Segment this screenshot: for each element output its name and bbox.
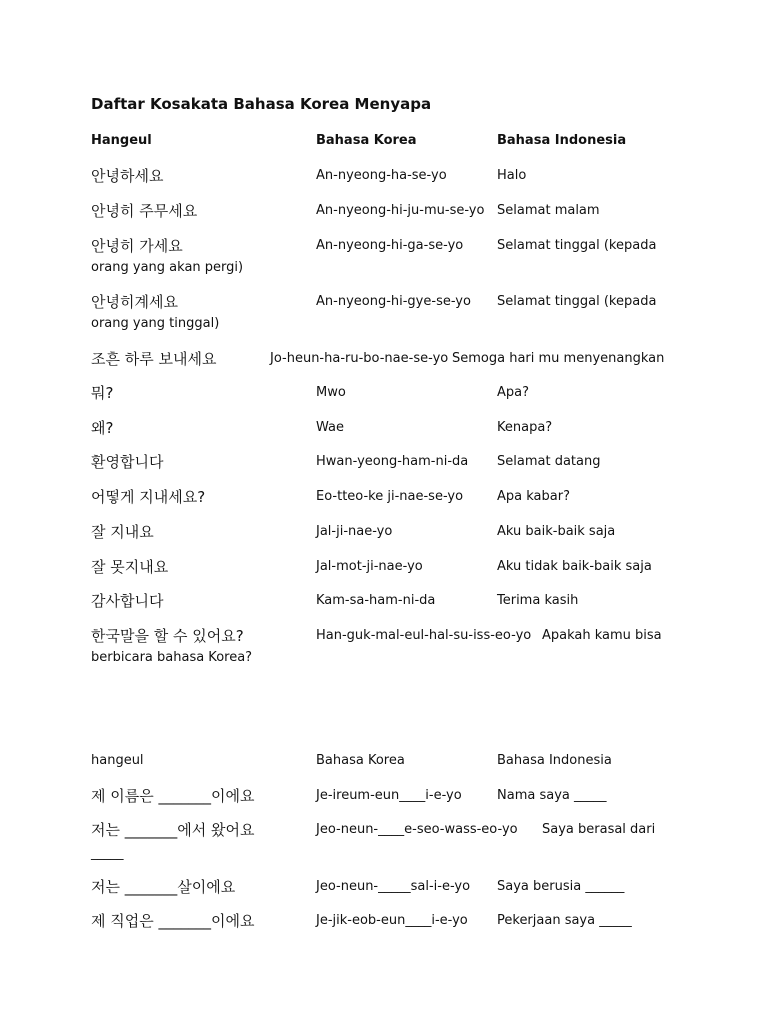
hangeul-cell: 한국말을 할 수 있어요?: [91, 627, 244, 645]
hangeul-cell: 환영합니다: [91, 453, 164, 471]
indonesian-cell: Saya berusia ______: [497, 879, 625, 894]
indonesian-cell: Apa?: [497, 385, 530, 400]
indonesian-cell: Apakah kamu bisa: [542, 628, 662, 643]
indonesian-cell: Selamat malam: [497, 203, 600, 218]
hangeul-cell: 안녕하세요: [91, 167, 164, 185]
romanization-cell: Eo-tteo-ke ji-nae-se-yo: [316, 489, 464, 504]
column-header-bahasa-korea: Bahasa Korea: [316, 133, 417, 148]
indonesian-cell: Semoga hari mu menyenangkan: [452, 351, 665, 366]
column-header-hangeul: Hangeul: [91, 133, 152, 148]
indonesian-continuation: orang yang akan pergi): [91, 260, 244, 275]
hangeul-cell: 잘 못지내요: [91, 558, 169, 576]
romanization-cell: An-nyeong-ha-se-yo: [316, 168, 447, 183]
indonesian-cell: Selamat tinggal (kepada: [497, 294, 657, 309]
hangeul-cell: 저는 _______살이에요: [91, 878, 236, 896]
indonesian-cell: Selamat tinggal (kepada: [497, 238, 657, 253]
romanization-cell: Jeo-neun-____e-seo-wass-eo-yo: [316, 822, 518, 837]
romanization-cell: Wae: [316, 420, 344, 435]
indonesian-cell: Aku baik-baik saja: [497, 524, 616, 539]
indonesian-cell: Selamat datang: [497, 454, 601, 469]
column-header-bahasa-korea: Bahasa Korea: [316, 753, 405, 768]
page-title: Daftar Kosakata Bahasa Korea Menyapa: [91, 95, 432, 113]
hangeul-cell: 잘 지내요: [91, 523, 154, 541]
indonesian-cell: Halo: [497, 168, 527, 183]
hangeul-cell: 안녕히계세요: [91, 293, 178, 311]
hangeul-cell: 저는 _______에서 왔어요: [91, 821, 255, 839]
romanization-cell: An-nyeong-hi-gye-se-yo: [316, 294, 471, 309]
romanization-cell: Jal-mot-ji-nae-yo: [316, 559, 423, 574]
romanization-cell: An-nyeong-hi-ga-se-yo: [316, 238, 464, 253]
indonesian-continuation: berbicara bahasa Korea?: [91, 650, 253, 665]
indonesian-cell: Terima kasih: [497, 593, 579, 608]
indonesian-cell: Apa kabar?: [497, 489, 570, 504]
romanization-cell: Han-guk-mal-eul-hal-su-iss-eo-yo: [316, 628, 532, 643]
hangeul-cell: 제 이름은 _______이에요: [91, 787, 255, 805]
column-header-bahasa-indonesia: Bahasa Indonesia: [497, 753, 612, 768]
romanization-cell: Je-jik-eob-eun____i-e-yo: [316, 913, 468, 928]
romanization-cell: Je-ireum-eun____i-e-yo: [316, 788, 462, 803]
romanization-cell: Jal-ji-nae-yo: [316, 524, 393, 539]
hangeul-cell: 뭐?: [91, 384, 114, 402]
romanization-cell: Kam-sa-ham-ni-da: [316, 593, 436, 608]
hangeul-cell: 어떻게 지내세요?: [91, 488, 206, 506]
indonesian-continuation: _____: [91, 846, 124, 861]
hangeul-cell: 왜?: [91, 419, 114, 437]
indonesian-continuation: orang yang tinggal): [91, 316, 220, 331]
hangeul-cell: 제 직업은 _______이에요: [91, 912, 255, 930]
indonesian-cell: Aku tidak baik-baik saja: [497, 559, 652, 574]
hangeul-cell: 안녕히 가세요: [91, 237, 183, 255]
romanization-cell: Hwan-yeong-ham-ni-da: [316, 454, 469, 469]
hangeul-cell: 감사합니다: [91, 592, 164, 610]
indonesian-cell: Pekerjaan saya _____: [497, 913, 632, 928]
hangeul-cell: 조흔 하루 보내세요: [91, 350, 217, 368]
indonesian-cell: Kenapa?: [497, 420, 553, 435]
romanization-cell: Jeo-neun-_____sal-i-e-yo: [316, 879, 471, 894]
indonesian-cell: Saya berasal dari: [542, 822, 656, 837]
hangeul-cell: 안녕히 주무세요: [91, 202, 198, 220]
indonesian-cell: Nama saya _____: [497, 788, 607, 803]
romanization-cell: An-nyeong-hi-ju-mu-se-yo: [316, 203, 485, 218]
column-header-bahasa-indonesia: Bahasa Indonesia: [497, 133, 627, 148]
column-header-hangeul: hangeul: [91, 753, 144, 768]
romanization-cell: Mwo: [316, 385, 346, 400]
romanization-cell: Jo-heun-ha-ru-bo-nae-se-yo: [270, 351, 449, 366]
